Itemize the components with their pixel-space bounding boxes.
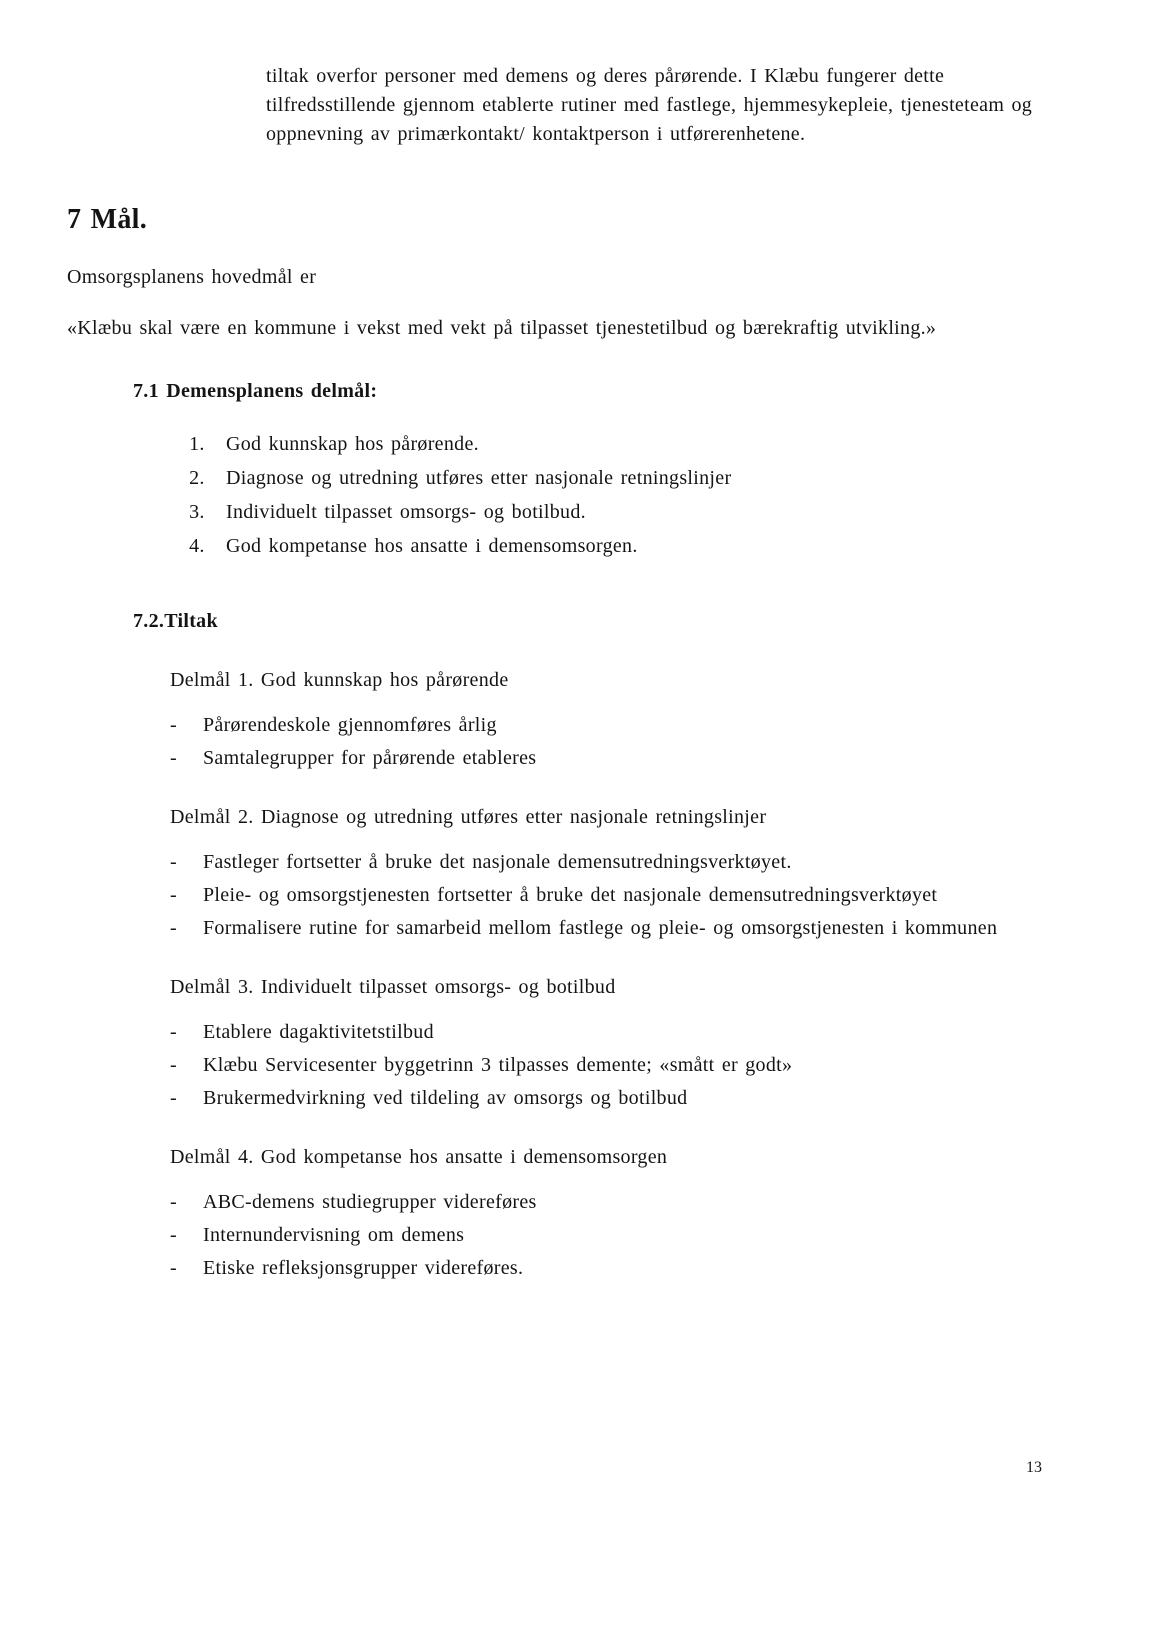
bullet-item: - Formalisere rutine for samarbeid mellom fastlege og pleie- og omsorgstjenesten i kommunen [170, 914, 1053, 943]
bullet-item: - Brukermedvirkning ved tildeling av omsorgs og botilbud [170, 1084, 1053, 1113]
bullet-item: - Pårørendeskole gjennomføres årlig [170, 711, 1053, 740]
delmaal-3-bullets [67, 1018, 1088, 1113]
bullet-item: - Internundervisning om demens [170, 1221, 1053, 1250]
goal-list-item: 3. Individuelt tilpasset omsorgs- og botilbud. [212, 498, 1088, 527]
intro-paragraph: tiltak overfor personer med demens og deres pårørende. I Klæbu fungerer dette tilfredsstillende gjennom etablerte rutiner med fastlege, hjemmesykepleie, tjenesteteam og oppnevning av primærkontakt/ kontaktperson i utførerenhetene. [266, 65, 1033, 145]
goal-list-item: 2. Diagnose og utredning utføres etter nasjonale retningslinjer [212, 464, 1088, 493]
subsection-7-2-heading: 7.2.Tiltak [133, 609, 218, 632]
section-lead: Omsorgsplanens hovedmål er [67, 265, 317, 288]
bullet-item: - ABC-demens studiegrupper videreføres [170, 1188, 1053, 1217]
bullet-item: - Etiske refleksjonsgrupper videreføres. [170, 1254, 1053, 1283]
page-number: 13 [1026, 1459, 1042, 1476]
goal-list-item: 4. God kompetanse hos ansatte i demensomsorgen. [212, 532, 1088, 561]
bullet-item: - Etablere dagaktivitetstilbud [170, 1018, 1053, 1047]
section-heading: 7 Mål. [67, 204, 148, 235]
delmaal-1-bullets [67, 711, 1088, 773]
subsection-7-1-heading-colon: : [370, 379, 378, 402]
subsection-7-1-heading [133, 377, 1088, 406]
goal-list [67, 430, 1088, 561]
delmaal-4-title: Delmål 4. God kompetanse hos ansatte i demensomsorgen [170, 1145, 668, 1168]
bullet-item: - Samtalegrupper for pårørende etableres [170, 744, 1053, 773]
delmaal-1-title: Delmål 1. God kunnskap hos pårørende [170, 668, 509, 691]
delmaal-4-bullets [67, 1188, 1088, 1283]
subsection-7-1-heading-bold: 7.1 Demensplanens delmål [133, 379, 371, 402]
delmaal-2-bullets [67, 848, 1088, 943]
bullet-item: - Klæbu Servicesenter byggetrinn 3 tilpasses demente; «smått er godt» [170, 1051, 1053, 1080]
goal-list-item: 1. God kunnskap hos pårørende. [212, 430, 1088, 459]
bullet-item: - Pleie- og omsorgstjenesten fortsetter å bruke det nasjonale demensutredningsverktøyet [170, 881, 1053, 910]
bullet-item: - Fastleger fortsetter å bruke det nasjonale demensutredningsverktøyet. [170, 848, 1053, 877]
section-quote: «Klæbu skal være en kommune i vekst med vekt på tilpasset tjenestetilbud og bærekraftig utvikling.» [67, 316, 937, 339]
delmaal-3-title: Delmål 3. Individuelt tilpasset omsorgs- og botilbud [170, 975, 616, 998]
delmaal-2-title: Delmål 2. Diagnose og utredning utføres etter nasjonale retningslinjer [170, 805, 767, 828]
